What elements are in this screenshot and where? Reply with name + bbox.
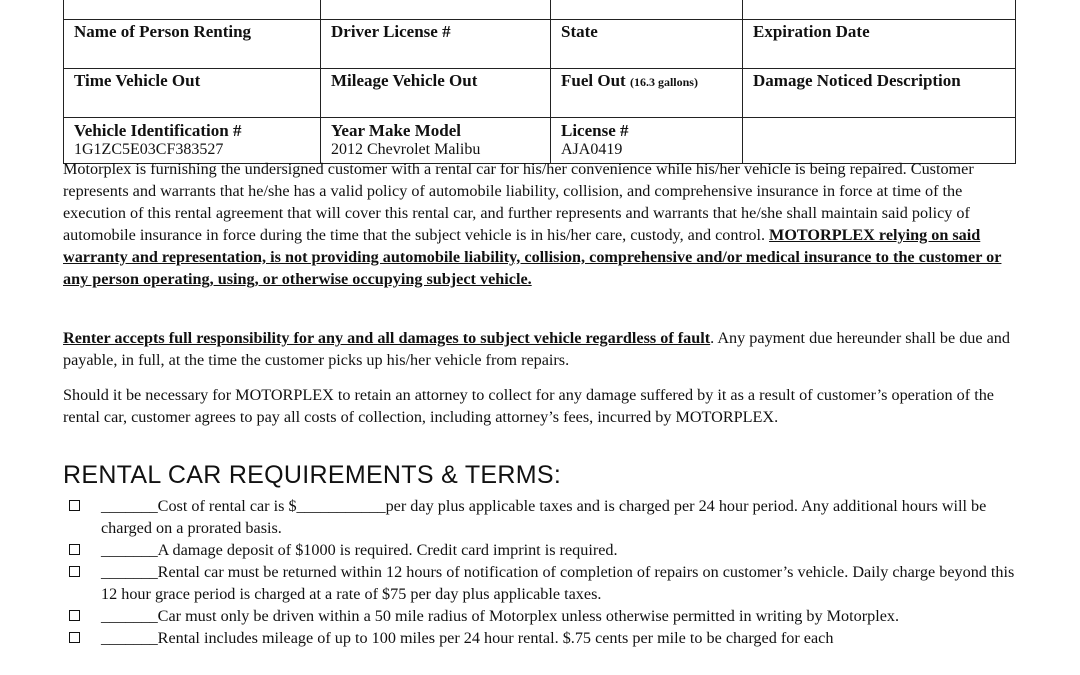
mileage-out-label: Mileage Vehicle Out [331, 71, 478, 90]
plate-cell [551, 118, 743, 164]
expiration-label: Expiration Date [753, 22, 870, 41]
mileage-out-cell[interactable] [321, 69, 551, 118]
fuel-out-label: Fuel Out [561, 71, 626, 90]
table-row-renter [64, 20, 1016, 69]
term-item [63, 561, 1023, 605]
ymm-cell [321, 118, 551, 164]
term-text: _______Car must only be driven within a 50 mile radius of Motorplex unless otherwise permitted in writing by Motorplex. [101, 607, 900, 625]
plate-value: AJA0419 [561, 141, 623, 158]
insurance-disclaimer: MOTORPLEX relying on said warranty and representation, is not providing automobile liability, collision, comprehensive and/or medical insurance to the customer or any person operating, using, or otherwise occupying subject vehicle. [63, 226, 1002, 288]
table-cell-empty[interactable] [551, 0, 743, 20]
fuel-capacity: (16.3 gallons) [629, 75, 698, 89]
term-item [63, 539, 1023, 561]
terms-list [63, 495, 1023, 649]
fuel-out-cell[interactable] [551, 69, 743, 118]
section-title: RENTAL CAR REQUIREMENTS & TERMS: [63, 461, 562, 489]
table-row-top-empty [64, 0, 1016, 20]
rental-info-table [63, 0, 1016, 164]
table-row-vehicle-out [64, 69, 1016, 118]
term-text: _______A damage deposit of $1000 is required. Credit card imprint is required. [101, 541, 618, 559]
damage-cell[interactable] [743, 69, 1016, 118]
expiration-cell[interactable] [743, 20, 1016, 69]
renter-name-label: Name of Person Renting [74, 22, 252, 41]
time-out-cell[interactable] [64, 69, 321, 118]
responsibility-statement: Renter accepts full responsibility for any and all damages to subject vehicle regardless of fault [63, 329, 711, 347]
checkbox-icon[interactable] [69, 544, 80, 555]
term-text: _______Cost of rental car is $___________per day plus applicable taxes and is charged per 24 hour period. Any additional hours will be charged on a prorated basis. [101, 497, 987, 537]
checkbox-icon[interactable] [69, 632, 80, 643]
insurance-paragraph [63, 158, 1023, 290]
table-cell-empty[interactable] [743, 0, 1016, 20]
term-item [63, 495, 1023, 539]
fuel-out-label-wrap [561, 71, 732, 92]
checkbox-icon[interactable] [69, 566, 80, 577]
term-item [63, 605, 1023, 627]
state-label: State [561, 22, 598, 41]
term-item [63, 627, 1023, 649]
time-out-label: Time Vehicle Out [74, 71, 201, 90]
table-row-vehicle-info [64, 118, 1016, 164]
ymm-value: 2012 Chevrolet Malibu [331, 141, 481, 158]
ymm-label: Year Make Model [331, 121, 461, 140]
attorney-fees-paragraph: Should it be necessary for MOTORPLEX to retain an attorney to collect for any damage suffered by it as a result of customer’s operation of the rental car, customer agrees to pay all costs of collection, including attorney’s fees, incurred by MOTORPLEX. [63, 386, 994, 426]
vin-cell [64, 118, 321, 164]
table-cell-empty[interactable] [64, 0, 321, 20]
renter-name-cell[interactable] [64, 20, 321, 69]
insurance-text: Motorplex is furnishing the undersigned customer with a rental car for his/her convenience while his/her vehicle is being repaired. Customer represents and warrants that he/she has a valid policy of automobile liability, collision, and comprehensive insurance in force at time of the execution of this rental agreement that will cover this rental car, and further represents and warrants that he/she shall maintain said policy of automobile insurance in force during the time that the subject vehicle is in his/her care, custody, and control. [63, 160, 974, 244]
vin-label: Vehicle Identification # [74, 121, 242, 140]
driver-license-cell[interactable] [321, 20, 551, 69]
plate-label: License # [561, 121, 629, 140]
checkbox-icon[interactable] [69, 610, 80, 621]
payment-terms: . Any payment due hereunder shall be due and payable, in full, at the time the customer picks up his/her vehicle from repairs. [63, 329, 1010, 369]
responsibility-paragraph [63, 327, 1023, 371]
driver-license-label: Driver License # [331, 22, 451, 41]
vin-value: 1G1ZC5E03CF383527 [74, 141, 224, 158]
term-text: _______Rental car must be returned within 12 hours of notification of completion of repairs on customer’s vehicle. Daily charge beyond this 12 hour grace period is charged at a rate of $75 per day plus applicable taxes. [101, 563, 1015, 603]
state-cell[interactable] [551, 20, 743, 69]
term-text: _______Rental includes mileage of up to 100 miles per 24 hour rental. $.75 cents per mile to be charged for each [101, 629, 834, 647]
damage-label: Damage Noticed Description [753, 71, 961, 90]
table-cell-empty[interactable] [321, 0, 551, 20]
table-cell-empty[interactable] [743, 118, 1016, 164]
checkbox-icon[interactable] [69, 500, 80, 511]
